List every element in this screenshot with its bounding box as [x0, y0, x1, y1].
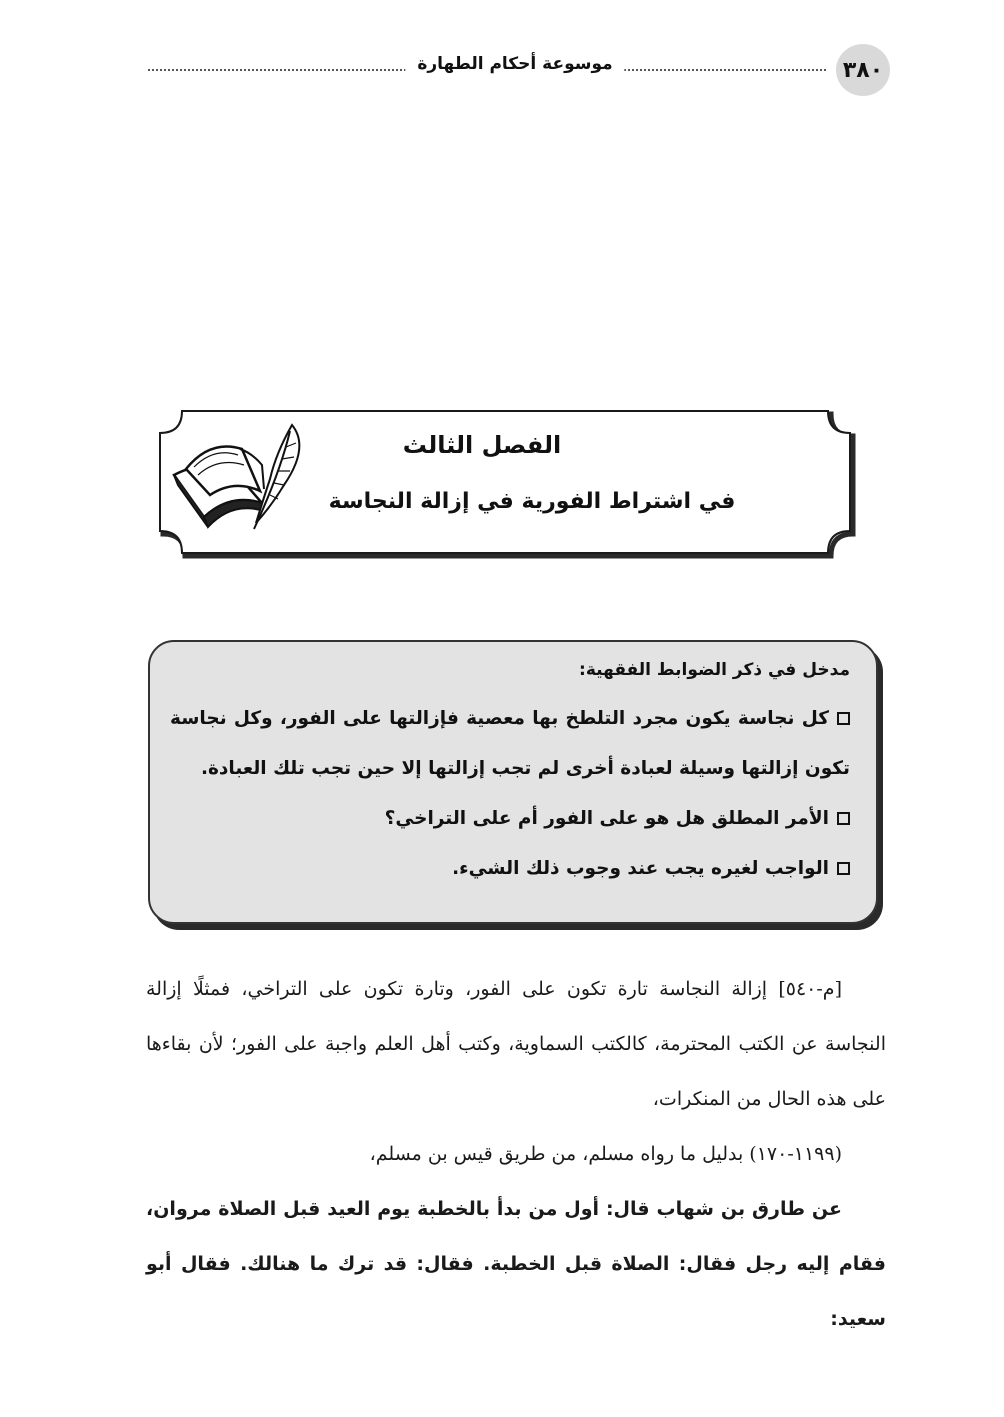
- principle-item: [170, 844, 850, 894]
- paragraph-540: [م-٥٤٠] إزالة النجاسة تارة تكون على الفور، وتارة تكون على التراخي، فمثلًا إزالة النجاسة عن الكتب المحترمة، كالكتب السماوية، وكتب أهل العلم واجبة على الفور؛ لأن بقاءها على هذه الحال من المنكرات،: [146, 978, 886, 1110]
- body-text: [146, 962, 886, 1347]
- principle-item: [170, 694, 850, 794]
- open-book-with-quill-icon: [164, 413, 304, 537]
- checkbox-bullet-icon: [837, 812, 850, 825]
- running-header: [140, 44, 890, 100]
- principle-text: الأمر المطلق هل هو على الفور أم على التراخي؟: [384, 808, 829, 829]
- checkbox-bullet-icon: [837, 712, 850, 725]
- principle-item: [170, 794, 850, 844]
- chapter-heading-frame: [146, 405, 862, 559]
- principle-text: الواجب لغيره يجب عند وجوب ذلك الشيء.: [452, 858, 829, 879]
- running-title: موسوعة أحكام الطهارة: [405, 54, 624, 74]
- chapter-subtitle: في اشتراط الفورية في إزالة النجاسة: [328, 489, 736, 514]
- hadith-reference: (١١٩٩-١٧٠) بدليل ما رواه مسلم، من طريق قيس بن مسلم،: [369, 1143, 842, 1165]
- principles-heading: مدخل في ذكر الضوابط الفقهية:: [579, 660, 850, 680]
- checkbox-bullet-icon: [837, 862, 850, 875]
- hadith-text: عن طارق بن شهاب قال: أول من بدأ بالخطبة يوم العيد قبل الصلاة مروان، فقام إليه رجل فقال: الصلاة قبل الخطبة. فقال: قد ترك ما هنالك. فقال أبو سعيد:: [146, 1198, 886, 1330]
- chapter-title: الفصل الثالث: [402, 431, 562, 459]
- principles-box: [148, 640, 878, 924]
- principle-text: كل نجاسة يكون مجرد التلطخ بها معصية فإزالتها على الفور، وكل نجاسة تكون إزالتها وسيلة لعبادة أخرى لم تجب إزالتها إلا حين تجب تلك العبادة.: [170, 708, 850, 779]
- page-number: ٣٨٠: [836, 44, 890, 96]
